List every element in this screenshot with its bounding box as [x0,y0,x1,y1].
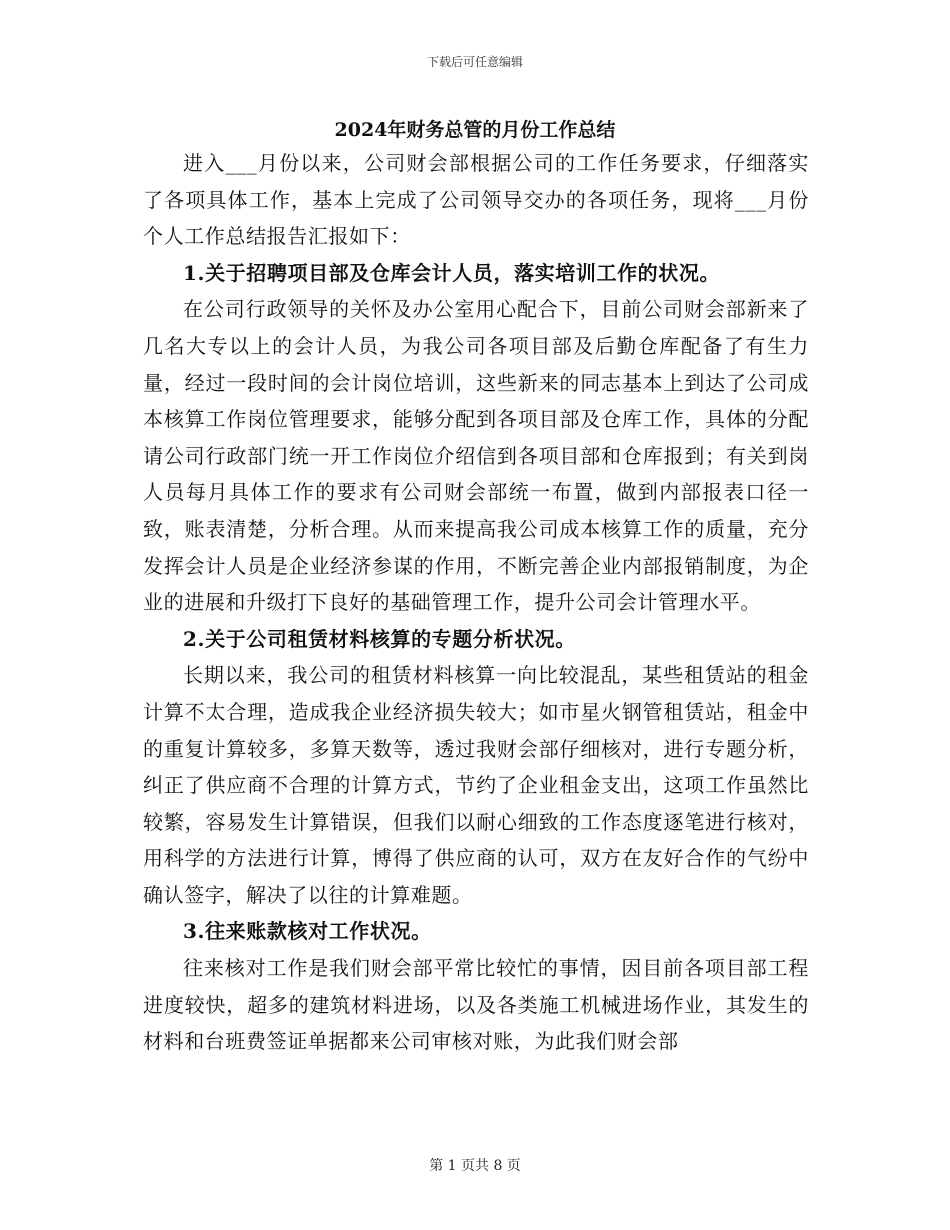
section-heading-1: 1.关于招聘项目部及仓库会计人员，落实培训工作的状况。 [183,260,721,285]
intro-paragraph: 进入___月份以来，公司财会部根据公司的工作任务要求，仔细落实了各项具体工作，基本上完成了公司领导交办的各项任务，现将___月份个人工作总结报告汇报如下： [143,151,809,249]
document-body [143,145,809,1060]
section-3-paragraph: 往来核对工作是我们财会部平常比较忙的事情，因目前各项目部工程进度较快，超多的建筑材料进场，以及各类施工机械进场作业，其发生的材料和台班费签证单据都来公司审核对账，为此我们财会部 [143,956,809,1054]
page-header-note: 下载后可任意编辑 [426,55,523,69]
section-2-paragraph: 长期以来，我公司的租赁材料核算一向比较混乱，某些租赁站的租金计算不太合理，造成我企业经济损失较大；如市星火钢管租赁站，租金中的重复计算较多，多算天数等，透过我财会部仔细核对，进行专题分析，纠正了供应商不合理的计算方式，节约了企业租金支出，这项工作虽然比较繁，容易发生计算错误，但我们以耐心细致的工作态度逐笔进行核对，用科学的方法进行计算，博得了供应商的认可，双方在友好合作的气纷中确认签字，解决了以往的计算难题。 [143,663,809,907]
section-heading-3: 3.往来账款核对工作状况。 [183,919,432,944]
section-1-paragraph: 在公司行政领导的关怀及办公室用心配合下，目前公司财会部新来了几名大专以上的会计人员，为我公司各项目部及后勤仓库配备了有生力量，经过一段时间的会计岗位培训，这些新来的同志基本上到达了公司成本核算工作岗位管理要求，能够分配到各项目部及仓库工作，具体的分配请公司行政部门统一开工作岗位介绍信到各项目部和仓库报到；有关到岗人员每月具体工作的要求有公司财会部统一布置，做到内部报表口径一致，账表清楚，分析合理。从而来提高我公司成本核算工作的质量，充分发挥会计人员是企业经济参谋的作用，不断完善企业内部报销制度，为企业的进展和升级打下良好的基础管理工作，提升公司会计管理水平。 [143,297,809,615]
document-title: 2024年财务总管的月份工作总结 [334,119,616,141]
section-heading-2: 2.关于公司租赁材料核算的专题分析状况。 [183,626,576,651]
page-number: 第 1 页共 8 页 [429,1158,521,1174]
